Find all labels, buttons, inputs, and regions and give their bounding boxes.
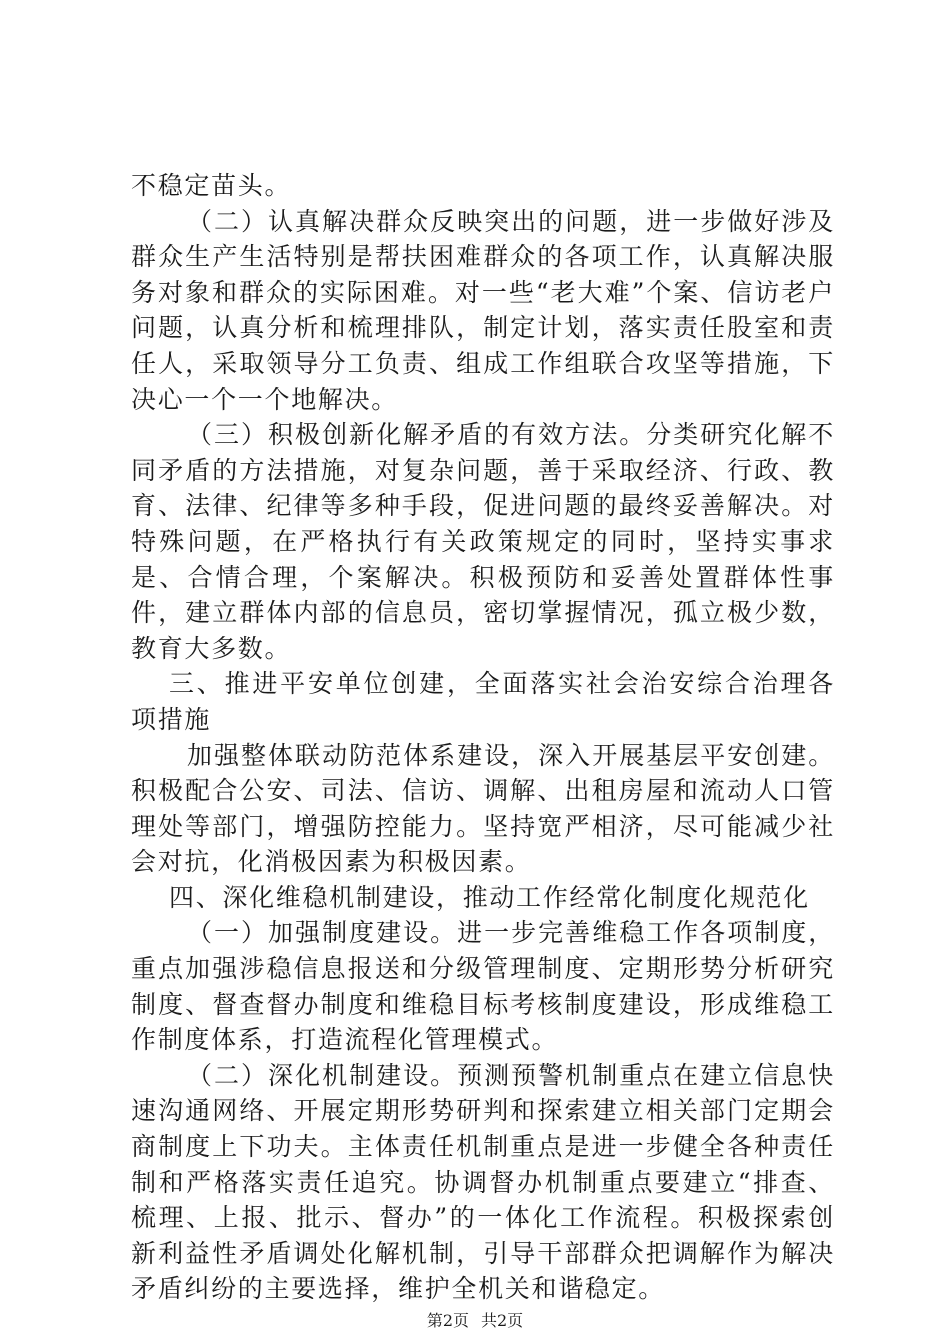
page-number-current: 第2页 <box>426 1311 469 1330</box>
section-heading-3: 三、推进平安单位创建，全面落实社会治安综合治理各项措施 <box>131 669 835 734</box>
paragraph-continuation: 不稳定苗头。 <box>131 171 292 200</box>
paragraph-item-3: （三）积极创新化解矛盾的有效方法。分类研究化解不同矛盾的方法措施，对复杂问题，善于采取经济、行政、教育、法律、纪律等多种手段，促进问题的最终妥善解决。对特殊问题，在严格执行有关政策规定的同时，坚持实事求是、合情合理，个案解决。积极预防和妥善处置群体性事件，建立群体内部的信息员，密切掌握情况，孤立极少数，教育大多数。 <box>131 420 835 663</box>
document-body <box>131 168 835 1307</box>
paragraph-item-2: （二）认真解决群众反映突出的问题，进一步做好涉及群众生产生活特别是帮扶困难群众的各项工作，认真解决服务对象和群众的实际困难。对一些“老大难”个案、信访老户问题，认真分析和梳理排队，制定计划，落实责任股室和责任人，采取领导分工负责、组成工作组联合攻坚等措施，下决心一个一个地解决。 <box>131 206 835 414</box>
section-heading-4: 四、深化维稳机制建设，推动工作经常化制度化规范化 <box>169 882 810 912</box>
page-footer <box>0 1308 950 1331</box>
paragraph-item-4-1: （一）加强制度建设。进一步完善维稳工作各项制度，重点加强涉稳信息报送和分级管理制度、定期形势分析研究制度、督查督办制度和维稳目标考核制度建设，形成维稳工作制度体系，打造流程化管理模式。 <box>131 918 835 1055</box>
paragraph-item-4-2: （二）深化机制建设。预测预警机制重点在建立信息快速沟通网络、开展定期形势研判和探索建立相关部门定期会商制度上下功夫。主体责任机制重点是进一步健全各种责任制和严格落实责任追究。协调督办机制重点要建立“排查、梳理、上报、批示、督办”的一体化工作流程。积极探索创新利益性矛盾调处化解机制，引导干部群众把调解作为解决矛盾纠纷的主要选择，维护全机关和谐稳定。 <box>131 1060 835 1304</box>
paragraph-section-3-body: 加强整体联动防范体系建设，深入开展基层平安创建。积极配合公安、司法、信访、调解、出租房屋和流动人口管理处等部门，增强防控能力。坚持宽严相济，尽可能减少社会对抗，化消极因素为积极因素。 <box>131 740 835 877</box>
page-number-total: 共2页 <box>481 1311 524 1330</box>
